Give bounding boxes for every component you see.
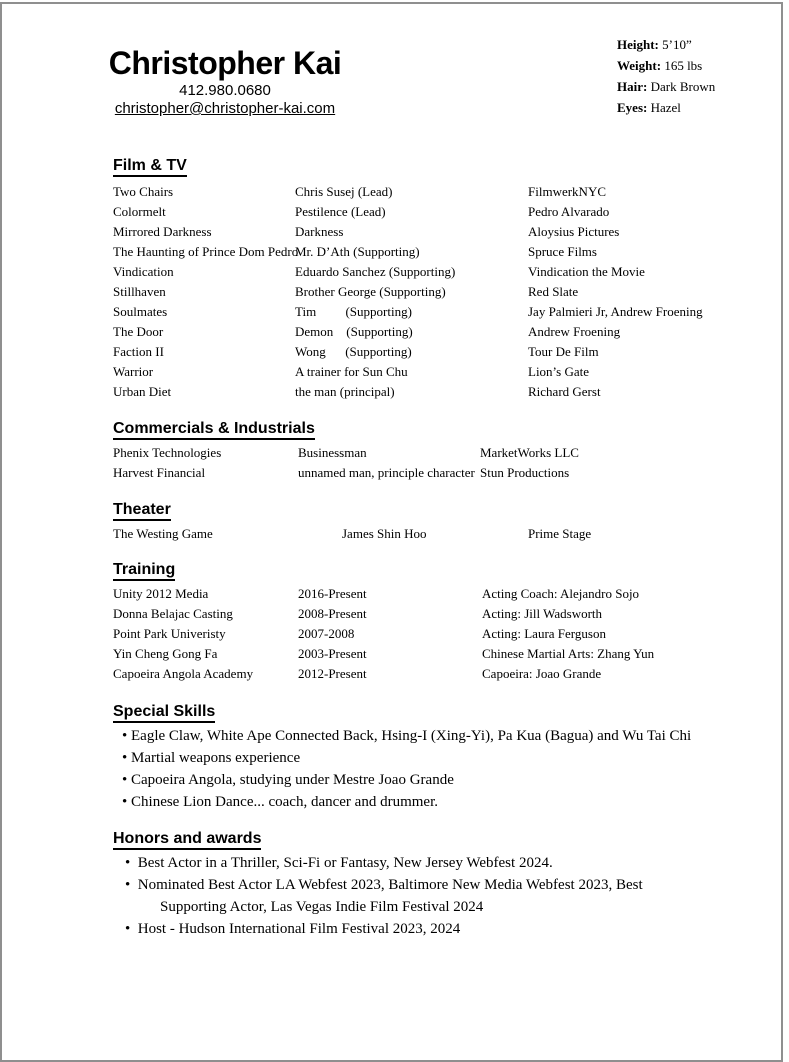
table-row [113, 342, 773, 362]
table-cell: Brother George (Supporting) [295, 284, 446, 299]
section-honors [113, 829, 665, 940]
table-cell: Unity 2012 Media [113, 586, 209, 601]
table-cell: Acting: Laura Ferguson [482, 626, 606, 641]
table-cell: 2008-Present [298, 606, 367, 621]
table-row [113, 584, 773, 604]
vital-hair [617, 76, 715, 97]
table-cell: Chris Susej (Lead) [295, 184, 393, 199]
vital-value: 5’10” [662, 37, 692, 52]
table-cell: 2003-Present [298, 646, 367, 661]
table-row [113, 302, 773, 322]
table-row [113, 362, 773, 382]
table-row [113, 202, 773, 222]
table-row [113, 182, 773, 202]
credits-table [113, 443, 773, 483]
skills-list [113, 725, 773, 813]
table-row [113, 382, 773, 402]
section-film-tv [113, 156, 773, 402]
table-cell: Businessman [298, 445, 367, 460]
table-cell: Prime Stage [528, 526, 592, 541]
section-training [113, 560, 773, 684]
page-title: Christopher Kai [108, 45, 342, 81]
phone-number: 412.980.0680 [179, 82, 271, 99]
credits-table [113, 524, 773, 544]
table-cell: the man (principal) [295, 384, 395, 399]
table-cell: James Shin Hoo [342, 526, 427, 541]
honors-list [113, 852, 665, 940]
table-cell: 2012-Present [298, 666, 367, 681]
vital-height [617, 34, 715, 55]
section-title: Film & TV [113, 156, 773, 177]
table-cell: Phenix Technologies [113, 445, 222, 460]
table-cell: Darkness [295, 224, 344, 239]
table-row [113, 322, 773, 342]
table-row [113, 463, 773, 483]
table-cell: Faction II [113, 344, 164, 359]
table-row [113, 604, 773, 624]
list-item: • Chinese Lion Dance... coach, dancer and drummer. [113, 791, 773, 813]
section-special-skills [113, 702, 773, 813]
vital-value: Dark Brown [650, 79, 716, 94]
table-cell: 2007-2008 [298, 626, 355, 641]
table-cell: 2016-Present [298, 586, 367, 601]
table-cell: Warrior [113, 364, 154, 379]
email-link[interactable]: christopher@christopher-kai.com [114, 100, 336, 117]
table-cell: FilmwerkNYC [528, 184, 606, 199]
table-cell: The Westing Game [113, 526, 213, 541]
vital-label: Hair: [617, 79, 648, 94]
table-row [113, 443, 773, 463]
table-cell: Chinese Martial Arts: Zhang Yun [482, 646, 655, 661]
table-cell: Red Slate [528, 284, 579, 299]
table-cell: Andrew Froening [528, 324, 621, 339]
list-item: • Capoeira Angola, studying under Mestre Joao Grande [113, 769, 773, 791]
table-cell: Stillhaven [113, 284, 166, 299]
list-item: • Nominated Best Actor LA Webfest 2023, Baltimore New Media Webfest 2023, Best Supporting Actor, Las Vegas Indie Film Festival 2024 [113, 874, 665, 918]
list-item: • Martial weapons experience [113, 747, 773, 769]
table-cell: Soulmates [113, 304, 168, 319]
table-cell: Two Chairs [113, 184, 174, 199]
table-cell: Jay Palmieri Jr, Andrew Froening [528, 304, 703, 319]
table-row [113, 222, 773, 242]
table-cell: Pedro Alvarado [528, 204, 610, 219]
table-cell: Mirrored Darkness [113, 224, 212, 239]
table-cell: Stun Productions [480, 465, 570, 480]
vital-value: Hazel [650, 100, 681, 115]
vital-label: Height: [617, 37, 659, 52]
table-cell: Richard Gerst [528, 384, 601, 399]
table-cell: A trainer for Sun Chu [295, 364, 408, 379]
section-title: Theater [113, 500, 773, 521]
table-row [113, 282, 773, 302]
credits-table [113, 182, 773, 402]
table-cell: unnamed man, principle character [298, 465, 475, 480]
table-row [113, 524, 773, 544]
section-title: Honors and awards [113, 829, 665, 850]
section-title: Commercials & Industrials [113, 419, 773, 440]
table-cell: Point Park Univeristy [113, 626, 226, 641]
vitals-block [617, 34, 715, 118]
table-cell: Yin Cheng Gong Fa [113, 646, 218, 661]
section-commercials [113, 419, 773, 483]
table-cell: The Haunting of Prince Dom Pedro [113, 244, 299, 259]
section-title: Training [113, 560, 773, 581]
table-cell: Vindication the Movie [528, 264, 645, 279]
table-cell: Spruce Films [528, 244, 597, 259]
table-cell: Eduardo Sanchez (Supporting) [295, 264, 456, 279]
table-cell: Aloysius Pictures [528, 224, 620, 239]
table-cell: Mr. D’Ath (Supporting) [295, 244, 420, 259]
table-cell: Urban Diet [113, 384, 172, 399]
table-cell: Acting: Jill Wadsworth [482, 606, 603, 621]
table-cell: The Door [113, 324, 164, 339]
table-cell: Harvest Financial [113, 465, 206, 480]
table-cell: Wong (Supporting) [295, 344, 412, 359]
table-cell: Tim (Supporting) [295, 304, 412, 319]
table-cell: Colormelt [113, 204, 166, 219]
table-cell: Pestilence (Lead) [295, 204, 386, 219]
list-item: • Best Actor in a Thriller, Sci-Fi or Fantasy, New Jersey Webfest 2024. [113, 852, 665, 874]
list-item: • Eagle Claw, White Ape Connected Back, Hsing-I (Xing-Yi), Pa Kua (Bagua) and Wu Tai Chi [113, 725, 773, 747]
section-theater [113, 500, 773, 544]
section-title: Special Skills [113, 702, 773, 723]
table-cell: Demon (Supporting) [295, 324, 413, 339]
table-cell: Lion’s Gate [528, 364, 590, 379]
vital-eyes [617, 97, 715, 118]
table-row [113, 624, 773, 644]
vital-label: Weight: [617, 58, 662, 73]
table-row [113, 262, 773, 282]
vital-weight [617, 55, 715, 76]
table-cell: Capoeira: Joao Grande [482, 666, 602, 681]
table-row [113, 664, 773, 684]
credits-table [113, 584, 773, 684]
table-cell: Acting Coach: Alejandro Sojo [482, 586, 640, 601]
header-name-block [104, 44, 346, 118]
table-cell: Vindication [113, 264, 174, 279]
table-row [113, 644, 773, 664]
table-cell: Capoeira Angola Academy [113, 666, 254, 681]
vital-value: 165 lbs [664, 58, 703, 73]
list-item: • Host - Hudson International Film Festival 2023, 2024 [113, 918, 665, 940]
table-cell: Donna Belajac Casting [113, 606, 233, 621]
table-cell: MarketWorks LLC [480, 445, 579, 460]
table-row [113, 242, 773, 262]
vital-label: Eyes: [617, 100, 648, 115]
table-cell: Tour De Film [528, 344, 599, 359]
